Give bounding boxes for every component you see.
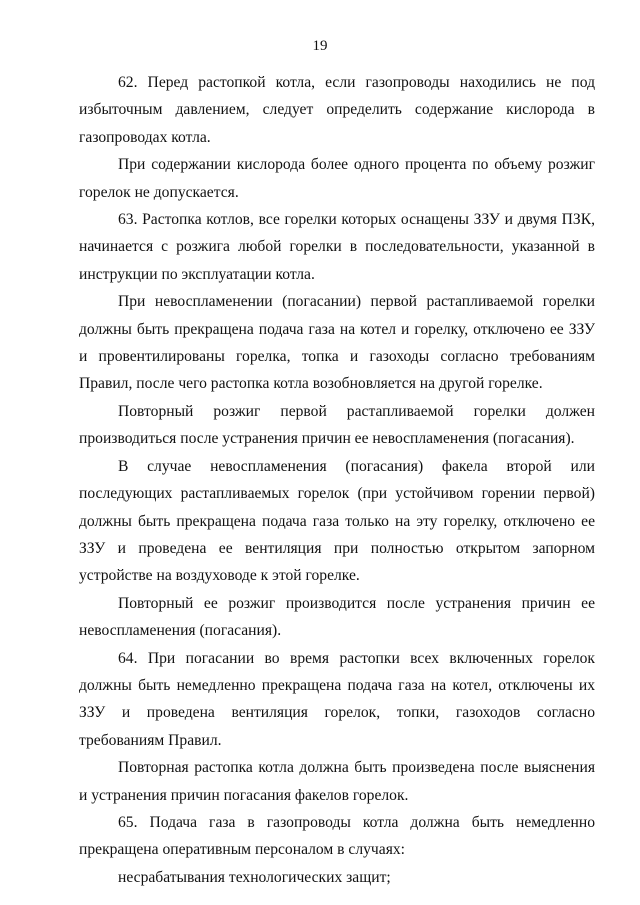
paragraph-63: 63. Растопка котлов, все горелки которых оснащены ЗЗУ и двумя ПЗК, начинается с розжига любой горелки в последовательности, указанной в инструкции по эксплуатации котла. [79,211,595,283]
paragraph-repeat-ignition-subsequent: Повторный ее розжиг производится после устранения причин ее невоспламенения (погасания). [79,594,595,640]
paragraph-subsequent-burner-failure: В случае невоспламенения (погасания) факела второй или последующих растапливаемых горелок (при устойчивом горении первой) должны быть прекращена подача газа только на эту горелку, отключено ее ЗЗУ и проведена ее вентиляция при полностью открытом запорном устройстве на воздуховоде к этой горелке. [79,457,595,585]
paragraph-64: 64. При погасании во время растопки всех включенных горелок должны быть немедленно прекращена подача газа на котел, отключены их ЗЗУ и проведена вентиляция горелок, топки, газоходов согласно требованиям Правил. [79,649,595,749]
paragraph-62: 62. Перед растопкой котла, если газопроводы находились не под избыточным давлением, следует определить содержание кислорода в газопроводах котла. [79,74,595,146]
paragraph-65-item-1: несрабатывания технологических защит; [118,868,391,886]
page-number: 19 [312,38,328,54]
paragraph-oxygen-content: При содержании кислорода более одного процента по объему розжиг горелок не допускается. [79,156,595,201]
paragraph-repeat-startup: Повторная растопка котла должна быть произведена после выяснения и устранения причин погасания факелов горелок. [79,759,595,804]
paragraph-65: 65. Подача газа в газопроводы котла должна быть немедленно прекращена оперативным персоналом в случаях: [79,813,595,859]
paragraph-repeat-ignition-first: Повторный розжиг первой растапливаемой горелки должен производиться после устранения причин ее невоспламенения (погасания). [79,402,595,448]
paragraph-first-burner-failure: При невоспламенении (погасании) первой растапливаемой горелки должны быть прекращена подача газа на котел и горелку, отключено ее ЗЗУ и провентилированы горелка, топка и газоходы согласно требованиям Правил, после чего растопка котла возобновляется на другой горелке. [79,293,595,393]
document-body [79,69,595,891]
